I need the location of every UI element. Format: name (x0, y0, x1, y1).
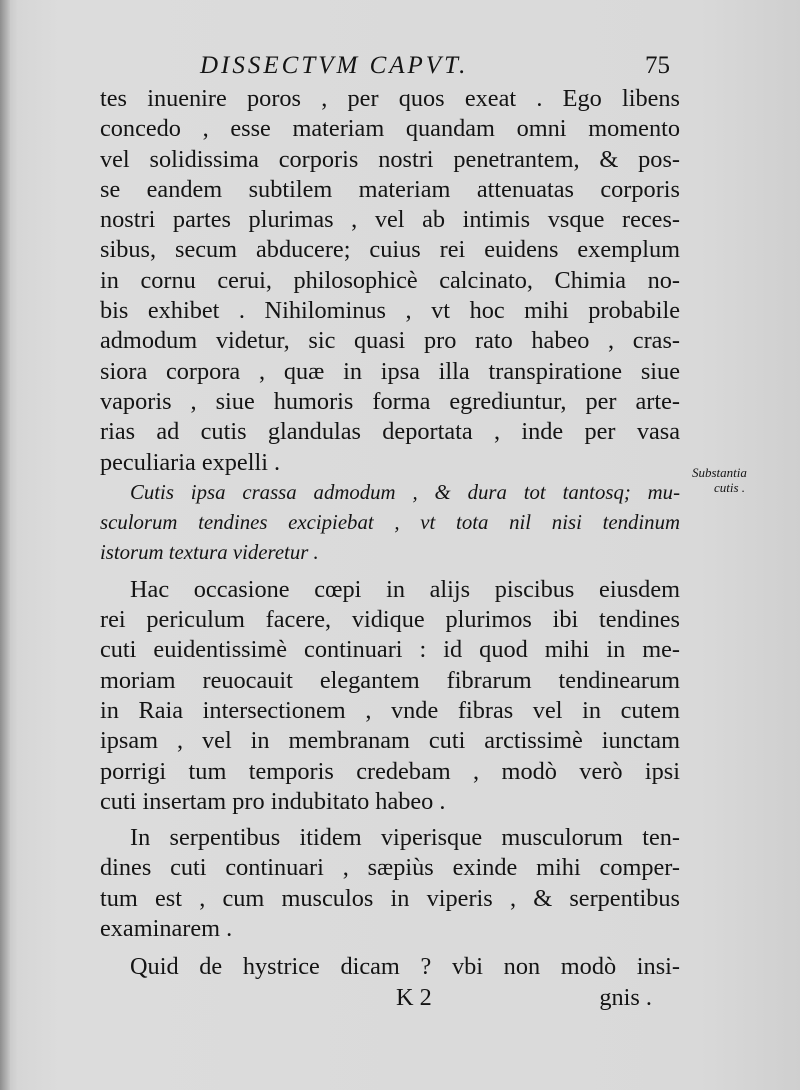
text-line: in Raia intersectionem , vnde fibras vel in cutem (100, 696, 680, 724)
text-line: siora corpora , quæ in ipsa illa transpiratione siue (100, 357, 680, 385)
text-line: sculorum tendines excipiebat , vt tota nil nisi tendinum (100, 511, 680, 535)
margin-note-line: cutis . (714, 480, 746, 495)
text-line: porrigi tum temporis credebam , modò verò ipsi (100, 757, 680, 785)
margin-note (692, 465, 792, 495)
text-line: se eandem subtilem materiam attenuatas corporis (100, 175, 680, 203)
text-line: tum est , cum musculos in viperis , & serpentibus (100, 884, 680, 912)
page-gutter-shadow (0, 0, 10, 1090)
text-line: moriam reuocauit elegantem fibrarum tendinearum (100, 666, 680, 694)
paragraph (100, 84, 680, 478)
text-line: Hac occasione cœpi in alijs piscibus eiusdem (130, 575, 680, 603)
text-line: bis exhibet . Nihilominus , vt hoc mihi probabile (100, 297, 680, 325)
text-line: in cornu cerui, philosophicè calcinato, Chimia no- (100, 266, 680, 294)
paragraph (100, 823, 680, 944)
signature-mark: K 2 (396, 983, 432, 1011)
text-line: vel solidissima corporis nostri penetrantem, & pos- (100, 145, 680, 173)
italic-paragraph (100, 478, 680, 569)
paragraph-gap (100, 944, 680, 952)
paragraph (100, 952, 680, 982)
running-header-title: DISSECTVM CAPVT. (200, 52, 469, 79)
running-header (200, 52, 670, 80)
text-line: admodum videtur, sic quasi pro rato habeo , cras- (100, 327, 680, 355)
text-line: ipsam , vel in membranam cuti arctissimè iunctam (100, 727, 680, 755)
text-line: rias ad cutis glandulas deportata , inde per vasa (100, 418, 680, 446)
footer-line (100, 983, 680, 1013)
catchword: gnis . (599, 983, 652, 1011)
text-line: rei periculum facere, vidique plurimos ibi tendines (100, 606, 680, 634)
paragraph (100, 575, 680, 817)
text-line: istorum textura videretur . (100, 541, 319, 565)
text-line: sibus, secum abducere; cuius rei euidens exemplum (100, 236, 680, 264)
text-line: cuti insertam pro indubitato habeo . (100, 787, 446, 815)
text-line: vaporis , siue humoris forma egrediuntur, per arte- (100, 387, 680, 415)
text-line: examinarem . (100, 915, 233, 943)
text-line: tes inuenire poros , per quos exeat . Ego libens (100, 85, 680, 112)
text-line: Cutis ipsa crassa admodum , & dura tot tantosq; mu- (130, 480, 680, 504)
body-text (100, 84, 680, 1013)
text-line: cuti euidentissimè continuari : id quod mihi in me- (100, 636, 680, 664)
margin-note-line: Substantia (692, 465, 747, 480)
text-line: Quid de hystrice dicam ? vbi non modò insi- (130, 953, 680, 981)
page-number: 75 (645, 52, 670, 79)
text-line: In serpentibus itidem viperisque musculorum ten- (130, 824, 680, 852)
text-line: peculiaria expelli . (100, 448, 281, 476)
text-line: concedo , esse materiam quandam omni momento (100, 115, 680, 143)
text-line: nostri partes plurimas , vel ab intimis vsque reces- (100, 206, 680, 234)
text-line: dines cuti continuari , sæpiùs exinde mihi comper- (100, 854, 680, 882)
